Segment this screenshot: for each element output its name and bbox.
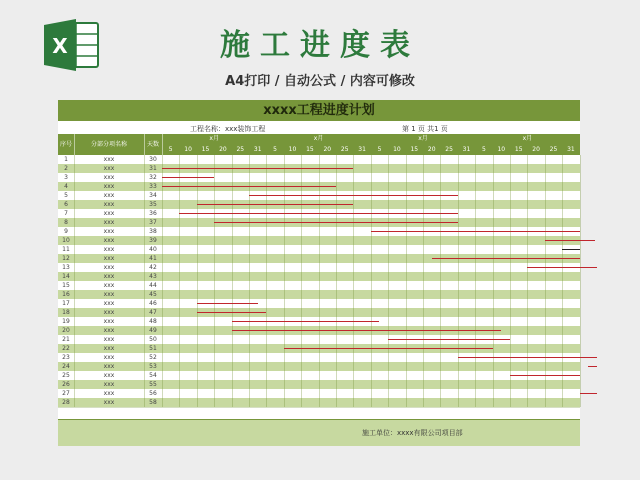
header-month: x月 xyxy=(209,135,219,142)
header-month: x月 xyxy=(418,135,428,142)
header-day: 31 xyxy=(567,146,575,153)
row-seq: 26 xyxy=(62,381,70,388)
gantt-bar xyxy=(388,339,510,340)
row-days: 52 xyxy=(149,354,157,361)
row-name: xxx xyxy=(103,336,115,343)
logo-letter: X xyxy=(52,34,68,58)
header-day: 15 xyxy=(306,146,314,153)
spreadsheet-preview xyxy=(58,100,580,446)
row-name: xxx xyxy=(103,327,115,334)
excel-icon xyxy=(42,19,102,71)
gantt-bar xyxy=(162,177,214,178)
row-days: 36 xyxy=(149,210,157,217)
header-day: 15 xyxy=(201,146,210,153)
row-days: 46 xyxy=(149,300,157,307)
header-day: 15 xyxy=(514,146,523,153)
header-day: 31 xyxy=(253,146,262,153)
row-seq: 11 xyxy=(62,246,70,253)
header-day: 5 xyxy=(377,146,382,153)
row-days: 50 xyxy=(149,336,157,343)
column-divider xyxy=(353,155,354,407)
row-seq: 12 xyxy=(62,255,70,262)
header-day: 15 xyxy=(410,146,419,153)
gantt-bar xyxy=(179,213,457,214)
gantt-bar xyxy=(249,195,458,196)
header-day: 20 xyxy=(219,146,227,153)
row-name: xxx xyxy=(103,183,115,190)
sheet-footer xyxy=(58,419,580,446)
row-name: xxx xyxy=(103,363,115,370)
column-divider xyxy=(510,155,511,407)
header-day: 20 xyxy=(427,146,436,153)
row-days: 41 xyxy=(149,255,157,262)
row-name: xxx xyxy=(103,381,115,388)
row-days: 32 xyxy=(149,174,157,181)
page-subtitle: A4打印 / 自动公式 / 内容可修改 xyxy=(225,74,415,89)
row-seq: 24 xyxy=(62,363,70,370)
row-seq: 7 xyxy=(64,210,68,217)
gantt-bar xyxy=(162,186,336,187)
row-seq: 3 xyxy=(64,174,68,181)
gantt-bar xyxy=(214,222,458,223)
gantt-bar xyxy=(580,393,597,394)
column-divider xyxy=(440,155,441,407)
gantt-bar xyxy=(562,249,579,250)
row-days: 45 xyxy=(149,291,157,298)
column-divider xyxy=(284,155,285,407)
gantt-bar xyxy=(545,240,595,241)
column-divider xyxy=(214,155,215,407)
gantt-bar xyxy=(510,375,580,376)
header-day: 25 xyxy=(340,146,349,153)
sheet-title: xxxx工程进度计划 xyxy=(58,100,580,121)
row-days: 40 xyxy=(149,246,157,253)
row-seq: 6 xyxy=(64,201,68,208)
row-divider xyxy=(58,407,580,408)
row-seq: 10 xyxy=(62,237,70,244)
header-day: 10 xyxy=(497,146,506,153)
row-name: xxx xyxy=(103,354,115,361)
header-name: 分部分项名称 xyxy=(90,141,127,148)
gantt-bar xyxy=(458,357,597,358)
column-divider xyxy=(371,155,372,407)
row-seq: 27 xyxy=(62,390,70,397)
column-divider xyxy=(266,155,267,407)
column-divider xyxy=(527,155,528,407)
gantt-bar xyxy=(232,330,502,331)
row-seq: 20 xyxy=(62,327,70,334)
row-seq: 1 xyxy=(64,156,68,163)
row-name: xxx xyxy=(103,309,115,316)
project-name: 工程名称：xxx装饰工程 xyxy=(190,125,266,133)
row-days: 42 xyxy=(149,264,157,271)
gantt-bar xyxy=(371,231,580,232)
column-divider xyxy=(475,155,476,407)
row-days: 30 xyxy=(149,156,157,163)
header-day: 5 xyxy=(168,146,173,153)
header-month: x月 xyxy=(522,135,533,142)
column-divider xyxy=(406,155,407,407)
gantt-bar xyxy=(284,348,493,349)
row-name: xxx xyxy=(103,210,115,217)
row-days: 35 xyxy=(149,201,157,208)
gantt-bar xyxy=(197,303,258,304)
column-divider xyxy=(249,155,250,407)
row-days: 51 xyxy=(149,345,157,352)
row-days: 49 xyxy=(149,327,157,334)
row-name: xxx xyxy=(103,264,115,271)
column-divider xyxy=(493,155,494,407)
gantt-bar xyxy=(197,204,354,205)
row-name: xxx xyxy=(103,390,115,397)
gantt-bar xyxy=(197,312,267,313)
column-divider xyxy=(162,155,163,407)
row-seq: 28 xyxy=(62,399,70,406)
row-seq: 25 xyxy=(62,372,70,379)
row-name: xxx xyxy=(103,318,115,325)
row-seq: 16 xyxy=(62,291,70,298)
row-seq: 5 xyxy=(64,192,68,199)
row-name: xxx xyxy=(103,156,115,163)
row-seq: 17 xyxy=(62,300,70,307)
gantt-bar xyxy=(162,168,353,169)
column-divider xyxy=(144,155,145,407)
header-divider xyxy=(162,134,163,155)
column-divider xyxy=(336,155,337,407)
row-days: 47 xyxy=(149,309,157,316)
row-days: 54 xyxy=(149,372,157,379)
row-seq: 2 xyxy=(64,165,68,172)
page-title: 施工进度表 xyxy=(220,28,420,63)
row-name: xxx xyxy=(103,399,115,406)
row-days: 48 xyxy=(149,318,157,325)
row-seq: 18 xyxy=(62,309,70,316)
header-day: 31 xyxy=(462,146,471,153)
row-name: xxx xyxy=(103,174,115,181)
header-day: 20 xyxy=(532,146,540,153)
contractor-label: 施工单位：xxxx有限公司项目部 xyxy=(362,429,463,437)
row-name: xxx xyxy=(103,273,115,280)
header-day: 10 xyxy=(393,146,401,153)
gantt-bar xyxy=(588,366,597,367)
row-seq: 8 xyxy=(64,219,68,226)
gantt-bar xyxy=(232,321,380,322)
column-divider xyxy=(545,155,546,407)
column-divider xyxy=(423,155,424,407)
row-days: 39 xyxy=(149,237,157,244)
header-days: 天数 xyxy=(146,141,159,148)
row-name: xxx xyxy=(103,237,115,244)
row-days: 58 xyxy=(149,399,157,406)
row-days: 55 xyxy=(149,381,157,388)
header-day: 31 xyxy=(358,146,366,153)
header-divider xyxy=(74,134,75,155)
gantt-bar xyxy=(432,258,580,259)
row-name: xxx xyxy=(103,282,115,289)
column-divider xyxy=(562,155,563,407)
column-divider xyxy=(319,155,320,407)
header-day: 25 xyxy=(549,146,558,153)
header-day: 25 xyxy=(445,146,453,153)
column-divider xyxy=(580,155,581,407)
row-seq: 21 xyxy=(62,336,70,343)
row-name: xxx xyxy=(103,165,115,172)
row-seq: 4 xyxy=(64,183,68,190)
row-days: 44 xyxy=(149,282,157,289)
header-day: 20 xyxy=(323,146,332,153)
row-days: 53 xyxy=(149,363,157,370)
row-name: xxx xyxy=(103,300,115,307)
column-divider xyxy=(74,155,75,407)
row-name: xxx xyxy=(103,228,115,235)
row-name: xxx xyxy=(103,219,115,226)
column-header xyxy=(58,134,580,155)
column-divider xyxy=(301,155,302,407)
row-seq: 9 xyxy=(64,228,68,235)
header-day: 10 xyxy=(288,146,297,153)
row-seq: 13 xyxy=(62,264,70,271)
row-days: 38 xyxy=(149,228,157,235)
header-divider xyxy=(144,134,145,155)
header-day: 5 xyxy=(481,146,486,153)
row-name: xxx xyxy=(103,192,115,199)
page-indicator: 第 1 页 共1 页 xyxy=(402,125,448,133)
row-seq: 23 xyxy=(62,354,70,361)
row-seq: 14 xyxy=(62,273,70,280)
column-divider xyxy=(232,155,233,407)
gantt-bar xyxy=(527,267,597,268)
row-days: 34 xyxy=(149,192,157,199)
row-seq: 22 xyxy=(62,345,70,352)
row-seq: 15 xyxy=(62,282,70,289)
row-days: 33 xyxy=(149,183,157,190)
column-divider xyxy=(388,155,389,407)
header-day: 5 xyxy=(273,146,277,153)
header-month: x月 xyxy=(313,135,324,142)
row-days: 43 xyxy=(149,273,157,280)
row-days: 56 xyxy=(149,390,157,397)
column-divider xyxy=(197,155,198,407)
row-name: xxx xyxy=(103,201,115,208)
row-name: xxx xyxy=(103,291,115,298)
header-day: 10 xyxy=(184,146,192,153)
hero-banner xyxy=(0,0,640,98)
row-name: xxx xyxy=(103,345,115,352)
row-name: xxx xyxy=(103,255,115,262)
row-days: 37 xyxy=(149,219,157,226)
row-name: xxx xyxy=(103,372,115,379)
header-seq: 序号 xyxy=(59,141,72,148)
row-name: xxx xyxy=(103,246,115,253)
row-seq: 19 xyxy=(62,318,70,325)
header-day: 25 xyxy=(236,146,245,153)
row-days: 31 xyxy=(149,165,157,172)
column-divider xyxy=(179,155,180,407)
column-divider xyxy=(458,155,459,407)
